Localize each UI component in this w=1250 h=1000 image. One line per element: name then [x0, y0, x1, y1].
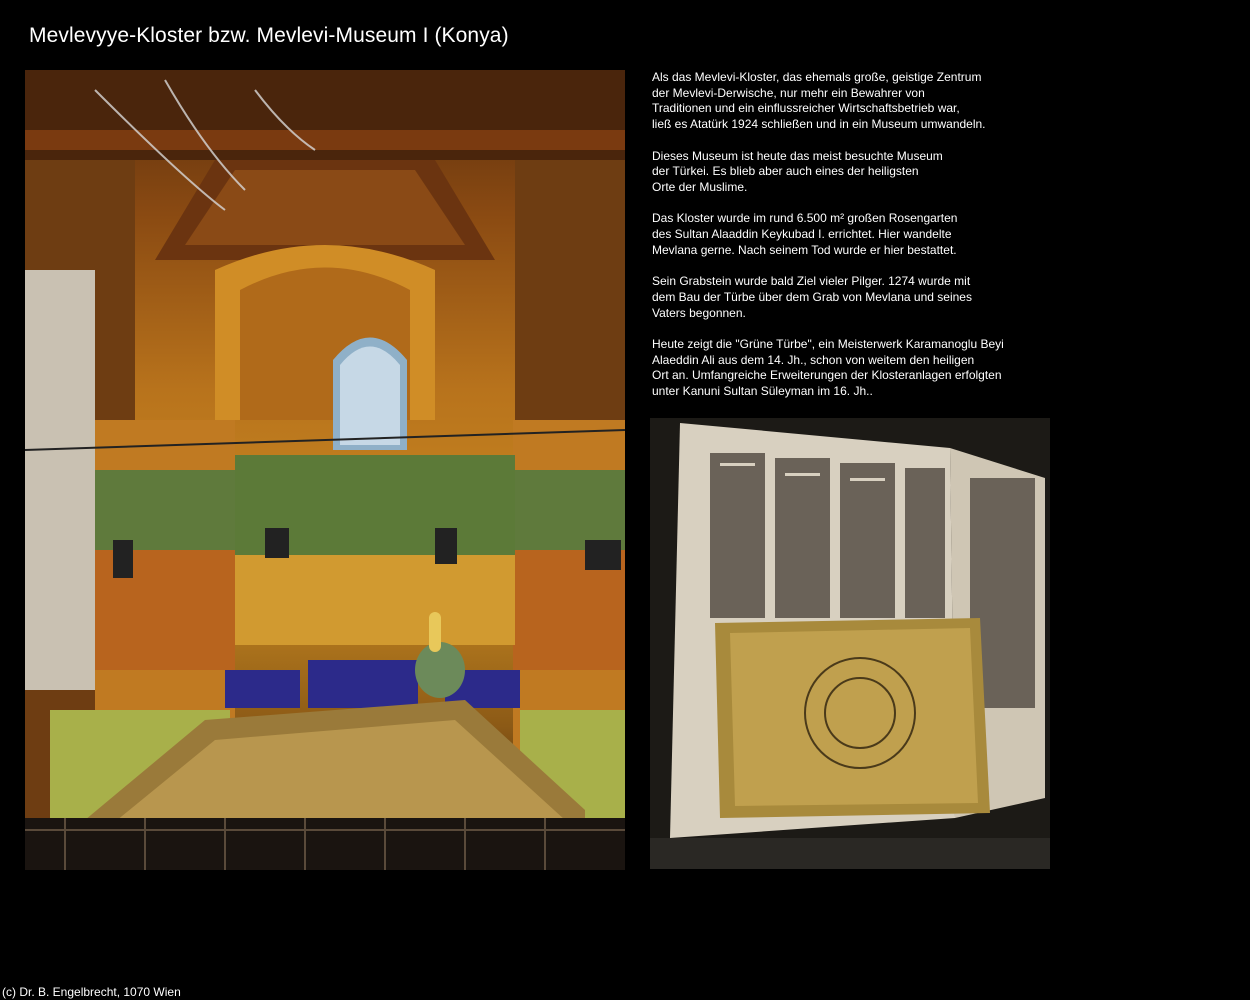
- paragraph: Als das Mevlevi-Kloster, das ehemals große, geistige Zentrum der Mevlevi-Derwische, nur mehr ein Bewahrer von Traditionen und ein einflussreicher Wirtschaftsbetrieb war, ließ es Atatürk 1924 schließen und in ein Museum umwandeln.: [652, 70, 986, 132]
- description-text: [652, 70, 1032, 415]
- page-title: Mevlevyye-Kloster bzw. Mevlevi-Museum I (Konya): [29, 24, 509, 47]
- paragraph: Sein Grabstein wurde bald Ziel vieler Pilger. 1274 wurde mit dem Bau der Türbe über dem Grab von Mevlana und seines Vaters begonnen.: [652, 274, 972, 320]
- manuscript-book-photo: [650, 418, 1050, 869]
- copyright-footer: (c) Dr. B. Engelbrecht, 1070 Wien: [2, 985, 181, 999]
- tomb-interior-photo: [25, 70, 625, 870]
- paragraph: Heute zeigt die "Grüne Türbe", ein Meisterwerk Karamanoglu Beyi Alaeddin Ali aus dem 14. Jh., schon von weitem den heiligen Ort an. Umfangreiche Erweiterungen der Klosteranlagen erfolgten unter Kanuni Sultan Süleyman im 16. Jh..: [652, 336, 1004, 398]
- paragraph: Dieses Museum ist heute das meist besuchte Museum der Türkei. Es blieb aber auch eines der heiligsten Orte der Muslime.: [652, 148, 943, 194]
- paragraph: Das Kloster wurde im rund 6.500 m² großen Rosengarten des Sultan Alaaddin Keykubad I. errichtet. Hier wandelte Mevlana gerne. Nach seinem Tod wurde er hier bestattet.: [652, 211, 958, 257]
